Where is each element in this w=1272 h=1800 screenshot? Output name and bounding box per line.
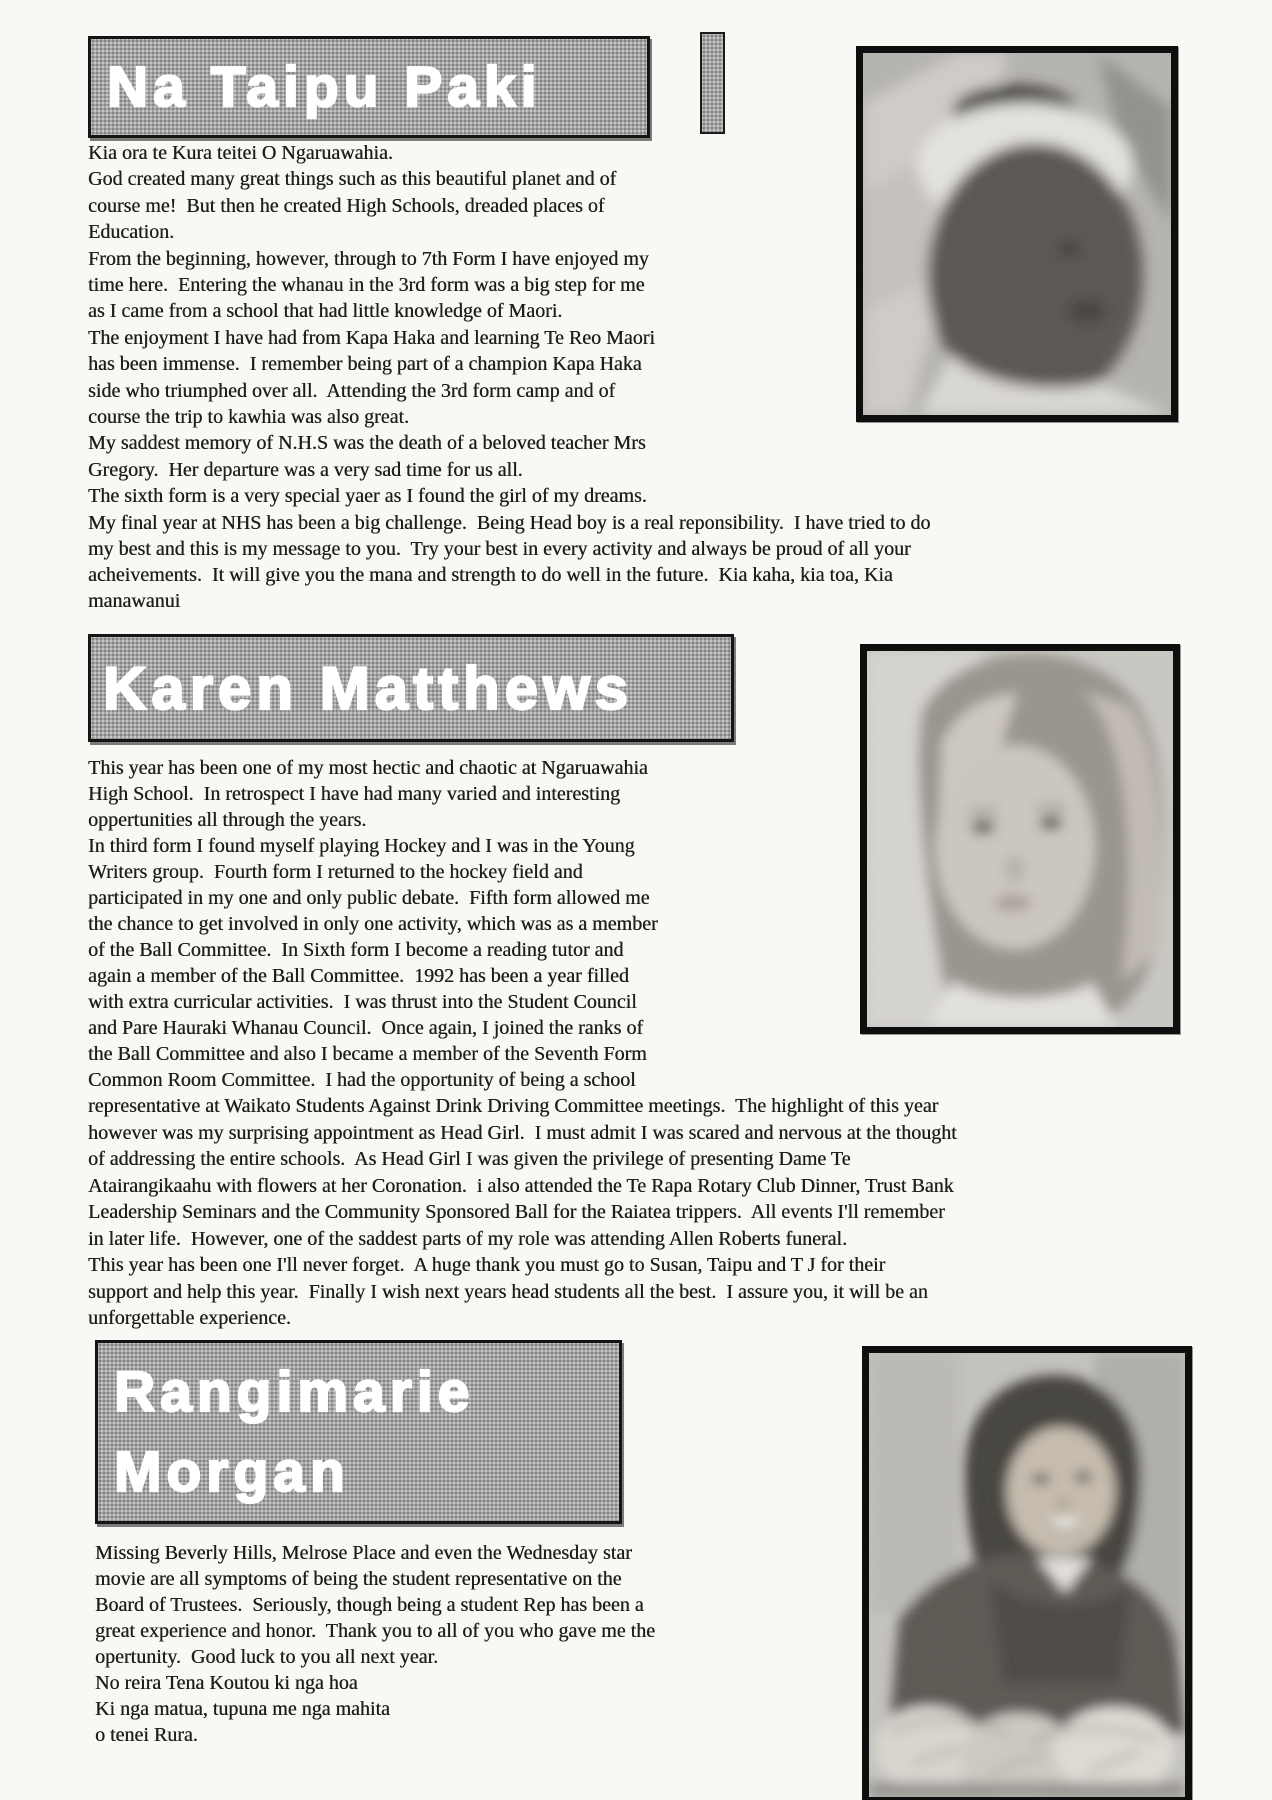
text-line: participated in my one and only public debate. Fifth form allowed me: [88, 887, 650, 909]
text-line: In third form I found myself playing Hockey and I was in the Young: [88, 835, 635, 857]
text-line: the Ball Committee and also I became a member of the Seventh Form: [88, 1043, 647, 1065]
taipu-text-narrow: [88, 140, 788, 510]
text-line: Kia ora te Kura teitei O Ngaruawahia.: [88, 142, 393, 164]
text-line: Education.: [88, 221, 175, 244]
taipu-portrait-illustration: [863, 53, 1171, 415]
text-line: opertunity. Good luck to you all next year.: [95, 1646, 439, 1668]
text-line: of addressing the entire schools. As Head Girl I was given the privilege of presenting Dame Te: [88, 1148, 851, 1170]
text-line: of the Ball Committee. In Sixth form I become a reading tutor and: [88, 939, 624, 961]
text-line: support and help this year. Finally I wish next years head students all the best. I assure you, it will be an: [88, 1280, 928, 1303]
taipu-title: Na Taipu Paki: [107, 55, 542, 119]
taipu-portrait-photo: [856, 46, 1178, 422]
rangimarie-text: [95, 1540, 745, 1748]
text-line: acheivements. It will give you the mana and strength to do well in the future. Kia kaha, kia toa, Kia: [88, 564, 893, 586]
text-line: Ki nga matua, tupuna me nga mahita: [95, 1698, 390, 1720]
text-line: Atairangikaahu with flowers at her Coronation. i also attended the Te Rapa Rotary Club Dinner, Trust Bank: [88, 1174, 954, 1197]
text-line: however was my surprising appointment as Head Girl. I must admit I was scared and nervous at the thought: [88, 1121, 957, 1144]
karen-portrait-photo: [860, 644, 1180, 1034]
text-line: and Pare Hauraki Whanau Council. Once again, I joined the ranks of: [88, 1017, 643, 1039]
banner-fragment: [700, 32, 725, 134]
text-line: as I came from a school that had little knowledge of Maori.: [88, 300, 563, 323]
text-line: Board of Trustees. Seriously, though being a student Rep has been a: [95, 1594, 644, 1616]
text-line: From the beginning, however, through to 7th Form I have enjoyed my: [88, 247, 649, 270]
text-line: great experience and honor. Thank you to all of you who gave me the: [95, 1620, 656, 1642]
rangimarie-title-banner: [95, 1340, 622, 1524]
text-line: side who triumphed over all. Attending the 3rd form camp and of: [88, 379, 616, 402]
text-line: the chance to get involved in only one activity, which was as a member: [88, 913, 658, 935]
rangimarie-title-line: Morgan: [114, 1440, 350, 1504]
text-line: manawanui: [88, 590, 181, 612]
text-line: High School. In retrospect I have had many varied and interesting: [88, 783, 621, 805]
text-line: The sixth form is a very special yaer as I found the girl of my dreams.: [88, 485, 647, 508]
text-line: Gregory. Her departure was a very sad time for us all.: [88, 458, 523, 481]
text-line: Common Room Committee. I had the opportunity of being a school: [88, 1069, 636, 1091]
text-line: unforgettable experience.: [88, 1307, 291, 1329]
text-line: time here. Entering the whanau in the 3rd form was a big step for me: [88, 274, 645, 297]
text-line: The enjoyment I have had from Kapa Haka and learning Te Reo Maori: [88, 326, 655, 349]
karen-title: Karen Matthews: [103, 654, 634, 722]
text-line: No reira Tena Koutou ki nga hoa: [95, 1672, 358, 1694]
karen-title-banner: [88, 634, 734, 742]
rangimarie-title-line: Rangimarie: [114, 1360, 475, 1424]
text-line: movie are all symptoms of being the student representative on the: [95, 1568, 622, 1590]
text-line: Missing Beverly Hills, Melrose Place and even the Wednesday star: [95, 1542, 632, 1564]
text-line: has been immense. I remember being part of a champion Kapa Haka: [88, 353, 642, 376]
text-line: My final year at NHS has been a big challenge. Being Head boy is a real reponsibility. I have tried to do: [88, 512, 931, 534]
rangimarie-photo-illustration: [869, 1353, 1185, 1797]
karen-text-narrow: [88, 755, 798, 1093]
text-line: course the trip to kawhia was also great.: [88, 406, 410, 429]
text-line: Writers group. Fourth form I returned to the hockey field and: [88, 861, 583, 883]
text-line: Leadership Seminars and the Community Sponsored Ball for the Raiatea trippers. All events I'll remember: [88, 1201, 945, 1223]
text-line: course me! But then he created High Schools, dreaded places of: [88, 194, 605, 217]
text-line: This year has been one of my most hectic and chaotic at Ngaruawahia: [88, 757, 648, 779]
taipu-text-wide: [88, 510, 1203, 614]
text-line: o tenei Rura.: [95, 1724, 198, 1746]
text-line: again a member of the Ball Committee. 1992 has been a year filled: [88, 965, 629, 987]
text-line: my best and this is my message to you. Try your best in every activity and always be proud of all your: [88, 538, 911, 560]
taipu-title-banner: [88, 36, 650, 138]
text-line: This year has been one I'll never forget. A huge thank you must go to Susan, Taipu and T J for their: [88, 1254, 886, 1276]
karen-portrait-illustration: [867, 651, 1173, 1027]
karen-text-wide: [88, 1093, 1213, 1332]
text-line: oppertunities all through the years.: [88, 809, 367, 831]
text-line: representative at Waikato Students Against Drink Driving Committee meetings. The highlight of this year: [88, 1095, 939, 1117]
text-line: My saddest memory of N.H.S was the death of a beloved teacher Mrs: [88, 432, 646, 455]
text-line: God created many great things such as this beautiful planet and of: [88, 168, 617, 191]
text-line: in later life. However, one of the saddest parts of my role was attending Allen Roberts funeral.: [88, 1227, 847, 1250]
rangimarie-photo: [862, 1346, 1192, 1800]
text-line: with extra curricular activities. I was thrust into the Student Council: [88, 991, 637, 1013]
